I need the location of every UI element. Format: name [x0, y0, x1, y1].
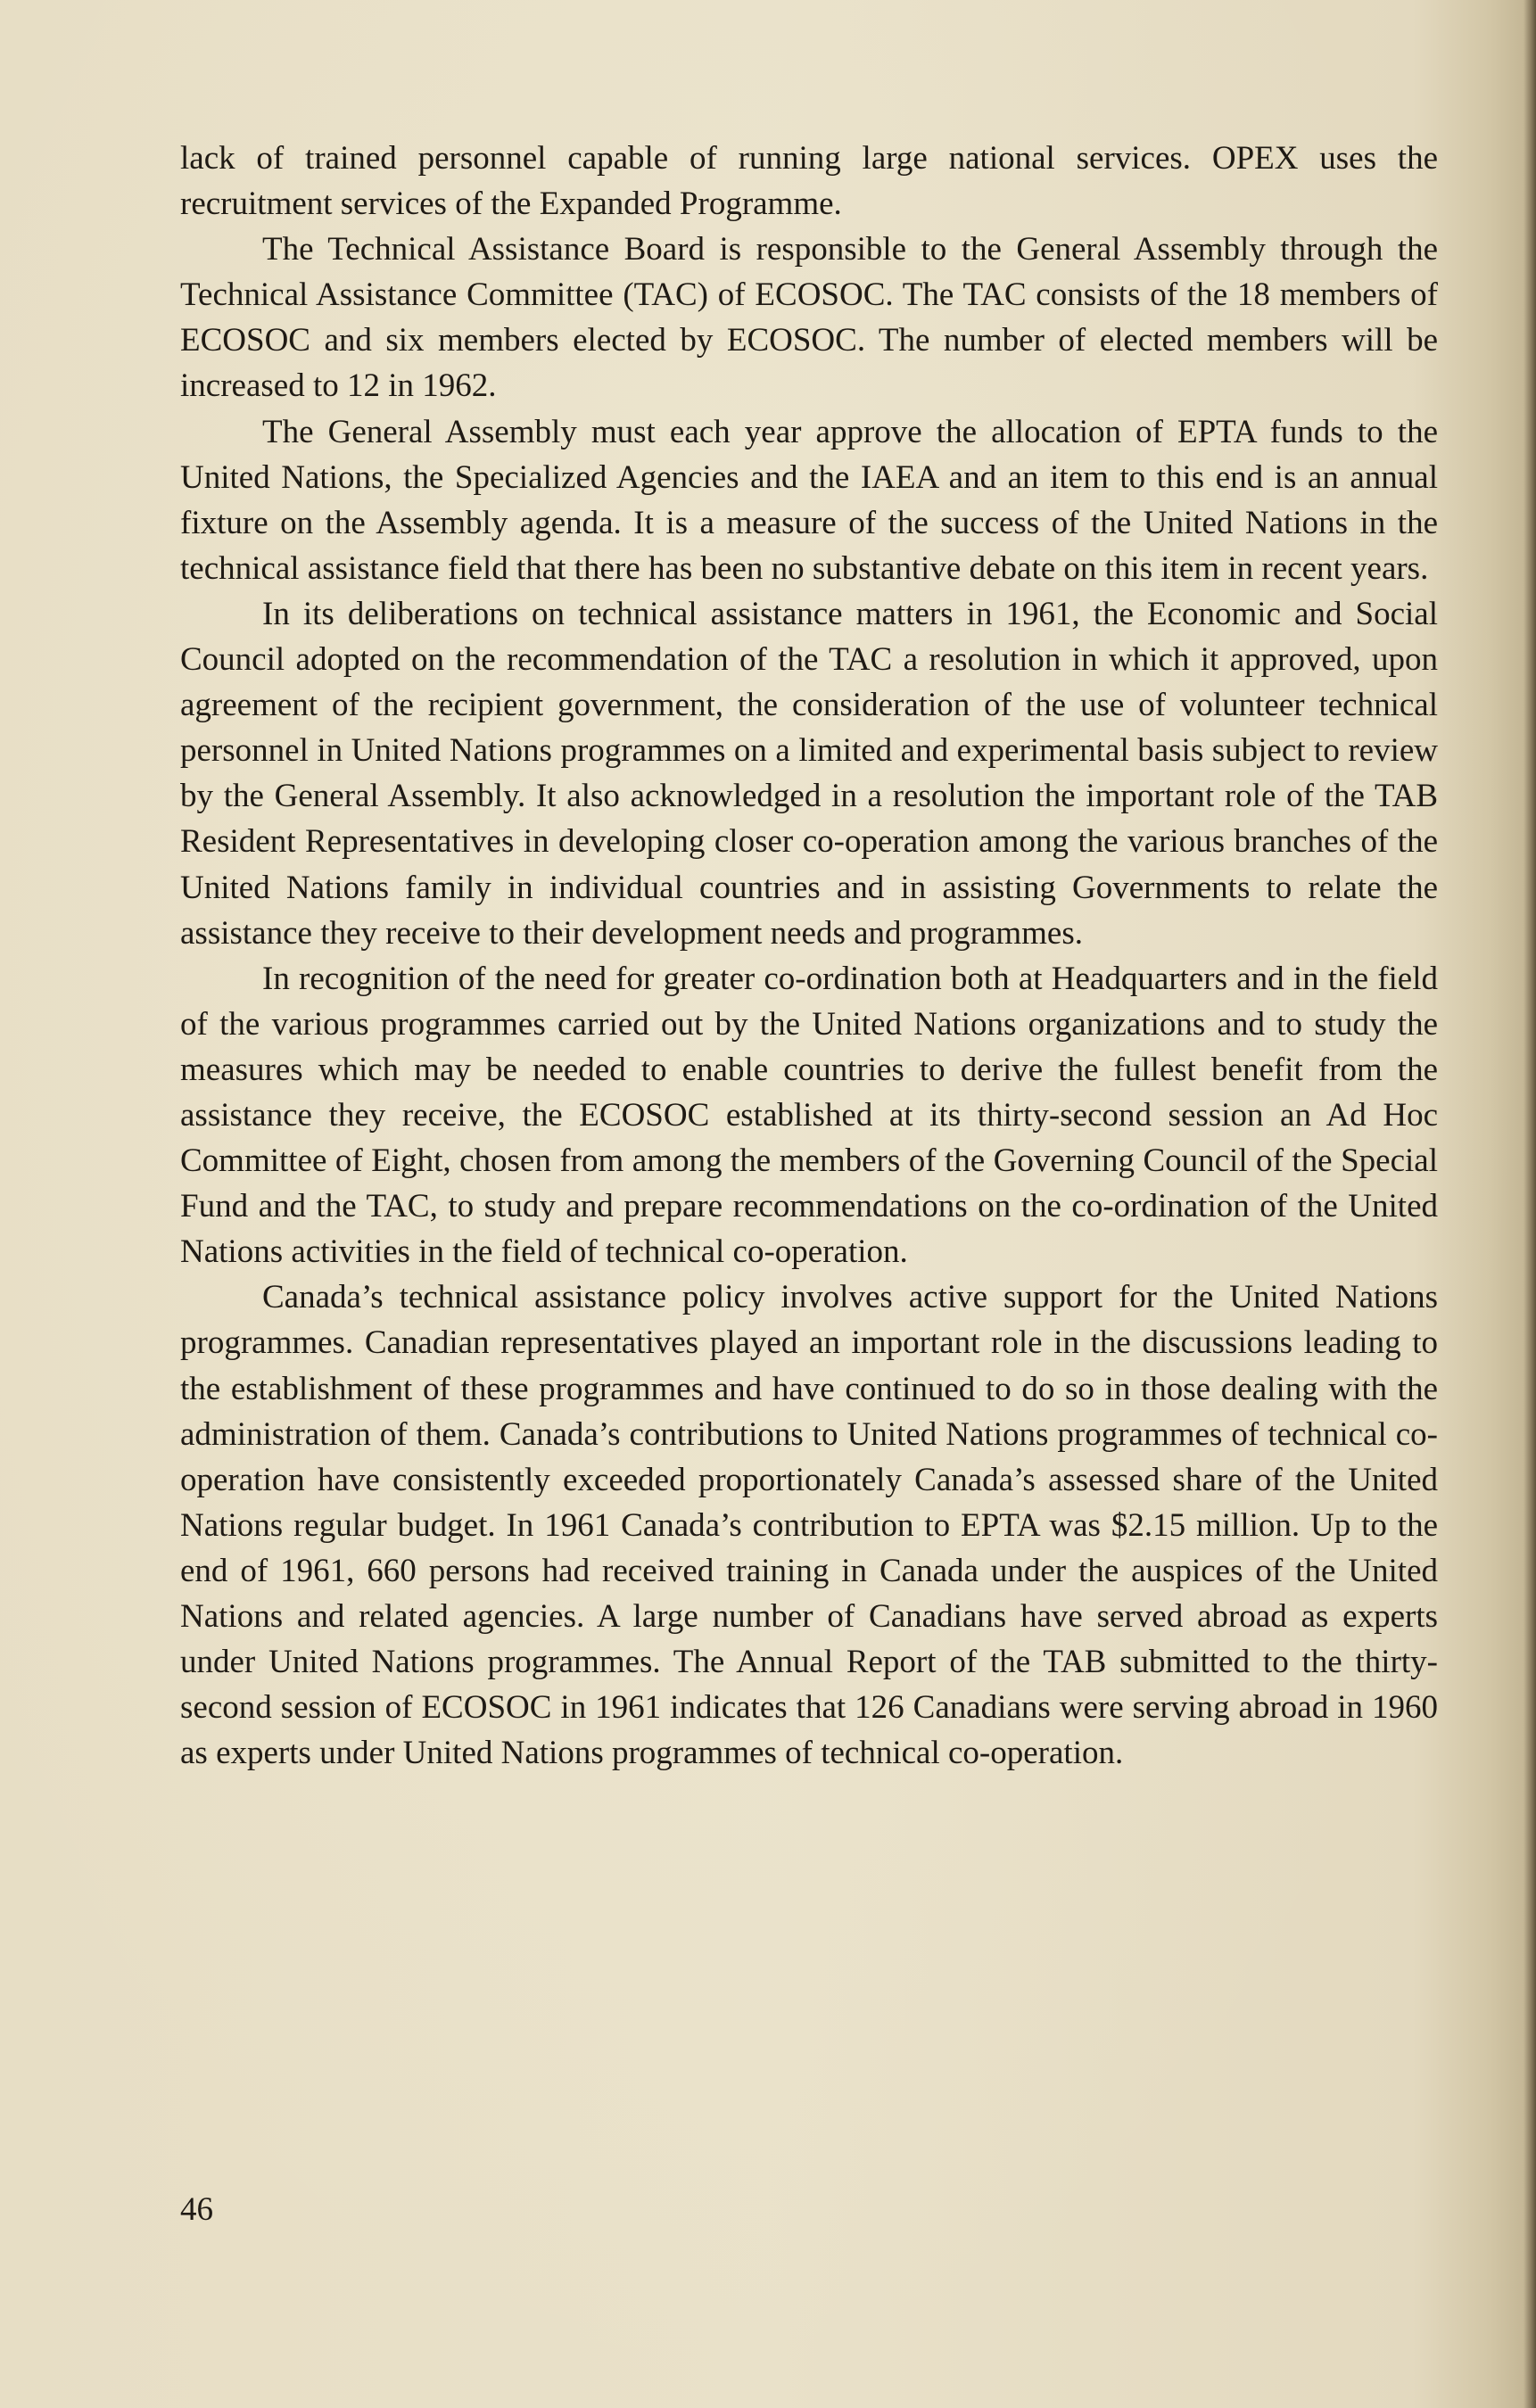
paragraph-general-assembly-epta: The General Assembly must each year approve the allocation of EPTA funds to the United Nations, the Specialized Agencies and the IAEA and an item to this end is an annual fixture on the Assembly agenda. It is a measure of the success of the United Nations in the technical assistance field that there has been no substantive debate on this item in recent years. [180, 413, 1438, 587]
paragraph-coordination-committee: In recognition of the need for greater co-ordination both at Headquarters and in the field of the various programmes carried out by the United Nations organizations and to study the measures which may be needed to enable countries to derive the fullest benefit from the assistance they receive, the ECOSOC established at its thirty-second session an Ad Hoc Committee of Eight, chosen from among the members of the Governing Council of the Special Fund and the TAC, to study and prepare recommendations on the co-ordination of the United Nations activities in the field of technical co-operation. [180, 960, 1438, 1271]
body-text [180, 136, 1438, 1776]
paragraph-canada-policy: Canada’s technical assistance policy involves active support for the United Nations programmes. Canadian representatives played an important role in the discussions leading to the establishment of these programmes and have continued to do so in those dealing with the administration of them. Canada’s contributions to United Nations programmes of technical co-operation have consistently exceeded proportionately Canada’s assessed share of the United Nations regular budget. In 1961 Canada’s contribution to EPTA was $2.15 million. Up to the end of 1961, 660 persons had received training in Canada under the auspices of the United Nations and related agencies. A large number of Canadians have served abroad as experts under United Nations programmes. The Annual Report of the TAB submitted to the thirty-second session of ECOSOC in 1961 indicates that 126 Canadians were serving abroad in 1960 as experts under United Nations programmes of technical co-operation. [180, 1279, 1438, 1772]
paragraph-opex-continuation: lack of trained personnel capable of running large national services. OPEX uses the recruitment services of the Expanded Programme. [180, 140, 1438, 223]
paragraph-technical-assistance-board: The Technical Assistance Board is responsible to the General Assembly through the Technical Assistance Committee (TAC) of ECOSOC. The TAC consists of the 18 members of ECOSOC and six members elected by ECOSOC. The number of elected members will be increased to 12 in 1962. [180, 231, 1438, 405]
paragraph-ecosoc-deliberations: In its deliberations on technical assistance matters in 1961, the Economic and Social Council adopted on the recommendation of the TAC a resolution in which it approved, upon agreement of the recipient government, the consideration of the use of volunteer technical personnel in United Nations programmes on a limited and experimental basis subject to review by the General Assembly. It also acknowledged in a resolution the important role of the TAB Resident Representatives in developing closer co-operation among the various branches of the United Nations family in individual countries and in assisting Governments to relate the assistance they receive to their development needs and programmes. [180, 595, 1438, 952]
page-number: 46 [180, 2191, 213, 2228]
book-spine-shadow [1524, 0, 1536, 2408]
